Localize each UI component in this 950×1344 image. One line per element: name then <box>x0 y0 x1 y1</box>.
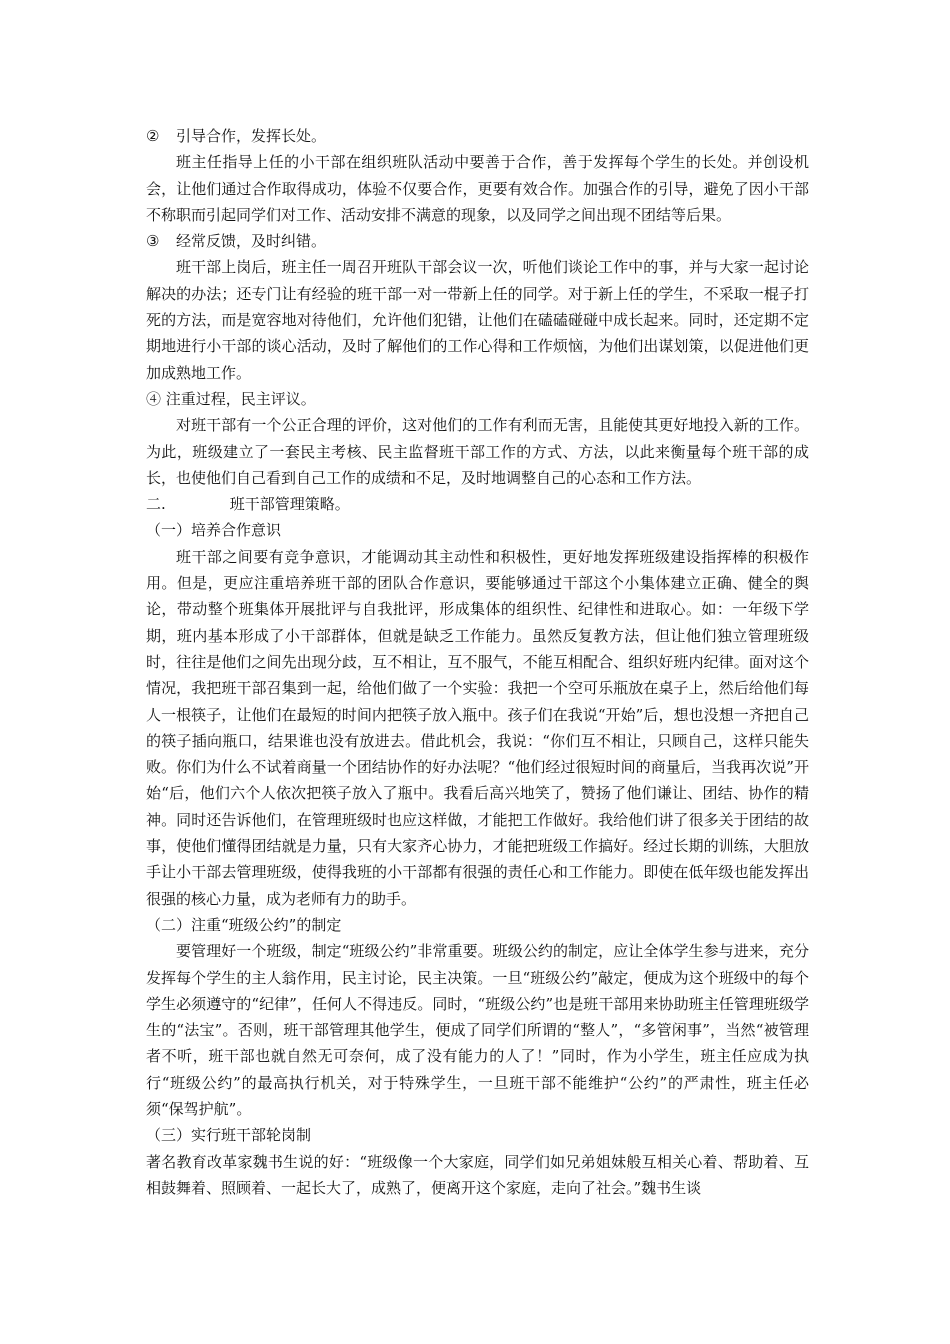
subsection-heading-2: （二）注重“班级公约”的制定 <box>146 915 342 934</box>
section-number: 二. <box>146 495 166 514</box>
paragraph: 班主任指导上任的小干部在组织班队活动中要善于合作，善于发挥每个学生的长处。并创设机会，让他们通过合作取得成功，体验不仅要合作，更要有效合作。加强合作的引导，避免了因小干部不称职而引起同学们对工作、活动安排不满意的现象，以及同学之间出现不团结等后果。 <box>146 153 809 224</box>
item-title: 引导合作，发挥长处。 <box>176 127 327 145</box>
paragraph: 著名教育改革家魏书生说的好：“班级像一个大家庭，同学们如兄弟姐妹般互相关心着、帮助着、互相鼓舞着、照顾着、一起长大了，成熟了，便离开这个家庭，走向了社会。”魏书生谈 <box>146 1152 809 1197</box>
section-title: 班干部管理策略。 <box>229 495 350 514</box>
item-title: 经常反馈，及时纠错。 <box>176 232 327 251</box>
subsection-heading-3: （三）实行班干部轮岗制 <box>146 1126 312 1145</box>
item-number: ② <box>146 127 160 145</box>
document-body <box>146 123 809 1201</box>
paragraph: 班干部上岗后，班主任一周召开班队干部会议一次，听他们谈论工作中的事，并与大家一起讨论解决的办法；还专门让有经验的班干部一对一带新上任的同学。对于新上任的学生，不采取一棍子打死的方法，而是宽容地对待他们，允许他们犯错，让他们在磕磕碰碰中成长起来。同时，还定期不定期地进行小干部的谈心活动，及时了解他们的工作心得和工作烦恼，为他们出谋划策，以促进他们更加成熟地工作。 <box>146 258 809 382</box>
subsection-heading-1: （一）培养合作意识 <box>146 521 282 540</box>
item-heading-3 <box>146 228 809 254</box>
item-heading-4: ④ 注重过程，民主评议。 <box>146 389 316 408</box>
item-number: ③ <box>146 232 160 251</box>
section-heading <box>146 491 809 517</box>
paragraph: 要管理好一个班级，制定“班级公约”非常重要。班级公约的制定，应让全体学生参与进来，充分发挥每个学生的主人翁作用，民主讨论，民主决策。一旦“班级公约”敲定，便成为这个班级中的每个学生必须遵守的“纪律”，任何人不得违反。同时，“班级公约”也是班干部用来协助班主任管理班级学生的“法宝”。否则，班干部管理其他学生，便成了同学们所谓的“整人”，“多管闲事”，当然“被管理者不听，班干部也就自然无可奈何，成了没有能力的人了！”同时，作为小学生，班主任应成为执行“班级公约”的最高执行机关，对于特殊学生，一旦班干部不能维护“公约”的严肃性，班主任必须“保驾护航”。 <box>146 942 809 1118</box>
item-heading-2 <box>146 123 809 149</box>
paragraph: 班干部之间要有竞争意识，才能调动其主动性和积极性，更好地发挥班级建设指挥棒的积极作用。但是，更应注重培养班干部的团队合作意识，要能够通过干部这个小集体建立正确、健全的舆论，带动整个班集体开展批评与自我批评，形成集体的组织性、纪律性和进取心。如：一年级下学期，班内基本形成了小干部群体，但就是缺乏工作能力。虽然反复教方法，但让他们独立管理班级时，往往是他们之间先出现分歧，互不相让，互不服气，不能互相配合、组织好班内纪律。面对这个情况，我把班干部召集到一起，给他们做了一个实验：我把一个空可乐瓶放在桌子上，然后给他们每人一根筷子，让他们在最短的时间内把筷子放入瓶中。孩子们在我说“开始”后，想也没想一齐把自己的筷子插向瓶口，结果谁也没有放进去。借此机会，我说：“你们互不相让，只顾自己，这样只能失败。你们为什么不试着商量一个团结协作的好办法呢？“他们经过很短时间的商量后，当我再次说”开始“后，他们六个人依次把筷子放入了瓶中。我看后高兴地笑了，赞扬了他们谦让、团结、协作的精神。同时还告诉他们，在管理班级时也应这样做，才能把工作做好。我给他们讲了很多关于团结的故事，使他们懂得团结就是力量，只有大家齐心协力，才能把班级工作搞好。经过长期的训练，大胆放手让小干部去管理班级，使得我班的小干部都有很强的责任心和工作能力。即使在低年级也能发挥出很强的核心力量，成为老师有力的助手。 <box>146 547 809 908</box>
paragraph: 对班干部有一个公正合理的评价，这对他们的工作有利而无害，且能使其更好地投入新的工作。为此，班级建立了一套民主考核、民主监督班干部工作的方式、方法，以此来衡量每个班干部的成长，也使他们自己看到自己工作的成绩和不足，及时地调整自己的心态和工作方法。 <box>146 416 809 487</box>
